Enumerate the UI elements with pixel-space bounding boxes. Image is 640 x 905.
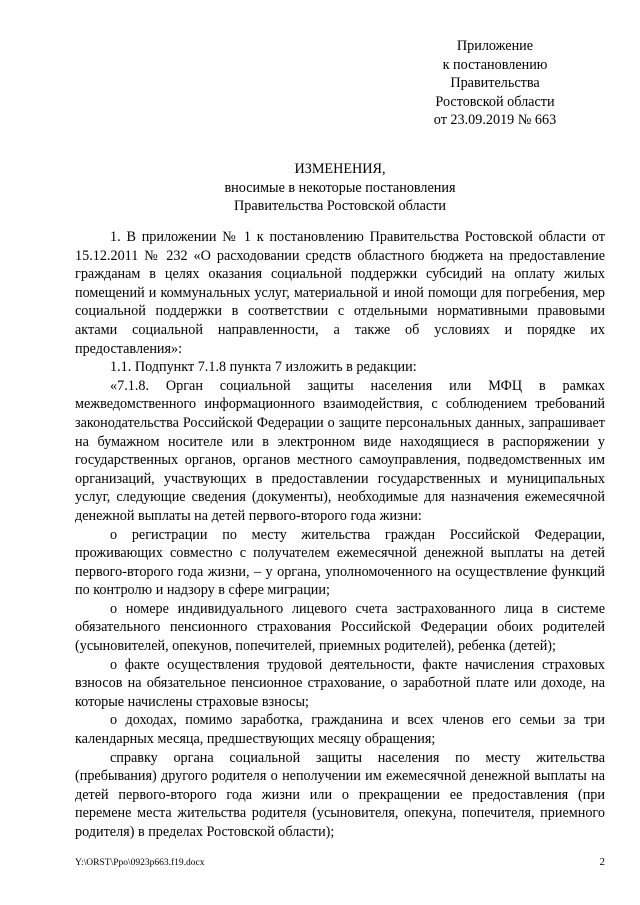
appendix-line: к постановлению bbox=[442, 56, 548, 73]
paragraph: 1. В приложении № 1 к постановлению Правительства Ростовской области от 15.12.2011 № 232 «О расходовании средств областного бюджета на предоставление гражданам в целях оказания социальной поддержки субсидий на оплату жилых помещений и коммунальных услуг, материальной и иной помощи для погребения, мер социальной поддержки в соответствии с отдельными нормативными правовыми актами социальной направленности, а также об условиях и порядке их предоставления»: bbox=[75, 229, 605, 357]
appendix-line: Правительства bbox=[450, 75, 540, 91]
document-body bbox=[75, 228, 605, 842]
appendix-line: Приложение bbox=[456, 38, 534, 54]
paragraph: о регистрации по месту жительства граждан Российской Федерации, проживающих совместно с получателем ежемесячной денежной выплаты на детей первого-второго года жизни, – у органа, уполномоченного на осуществление функций по контролю и надзору в сфере миграции; bbox=[75, 526, 605, 599]
footer-file-path: Y:\ORST\Ppo\0923p663.f19.docx bbox=[75, 858, 205, 868]
appendix-line: Ростовской области bbox=[435, 93, 555, 110]
heading-subtitle: вносимые в некоторые постановления bbox=[224, 179, 456, 196]
heading-title: ИЗМЕНЕНИЯ, bbox=[294, 161, 386, 177]
heading-subtitle: Правительства Ростовской области bbox=[234, 198, 446, 214]
paragraph: о номере индивидуального лицевого счета застрахованного лица в системе обязательного пенсионного страхования Российской Федерации обоих родителей (усыновителей, опекунов, попечителей, приемных родителей), ребенка (детей); bbox=[75, 600, 605, 655]
document-heading bbox=[75, 160, 605, 216]
page-number: 2 bbox=[599, 856, 605, 868]
paragraph: о факте осуществления трудовой деятельности, факте начисления страховых взносов на обязательное пенсионное страхование, о заработной плате или доходе, на которые начислены страховые взносы; bbox=[75, 656, 605, 710]
paragraph: «7.1.8. Орган социальной защиты населения или МФЦ в рамках межведомственного информационного взаимодействия, с соблюдением требований законодательства Российской Федерации о защите персональных данных, запрашивает на бумажном носителе или в электронном виде находящиеся в распоряжении у государственных органов, органов местного самоуправления, подведомственных им организаций, участвующих в предоставлении государственных и муниципальных услуг, следующие сведения (документы), необходимые для назначения ежемесячной денежной выплаты на детей первого-второго года жизни: bbox=[75, 377, 605, 524]
paragraph: 1.1. Подпункт 7.1.8 пункта 7 изложить в редакции: bbox=[110, 359, 417, 376]
paragraph: справку органа социальной защиты населения по месту жительства (пребывания) другого родителя о неполучении им ежемесячной денежной выплаты на детей первого-второго года жизни или о прекращении ее предоставления (при перемене места жительства родителя (усыновителя, опекуна, попечителя, приемного родителя) в пределах Ростовской области); bbox=[75, 749, 605, 840]
paragraph: о доходах, помимо заработка, гражданина и всех членов его семьи за три календарных месяца, предшествующих месяцу обращения; bbox=[75, 712, 605, 748]
appendix-line: от 23.09.2019 № 663 bbox=[433, 112, 557, 128]
appendix-block bbox=[395, 37, 595, 130]
